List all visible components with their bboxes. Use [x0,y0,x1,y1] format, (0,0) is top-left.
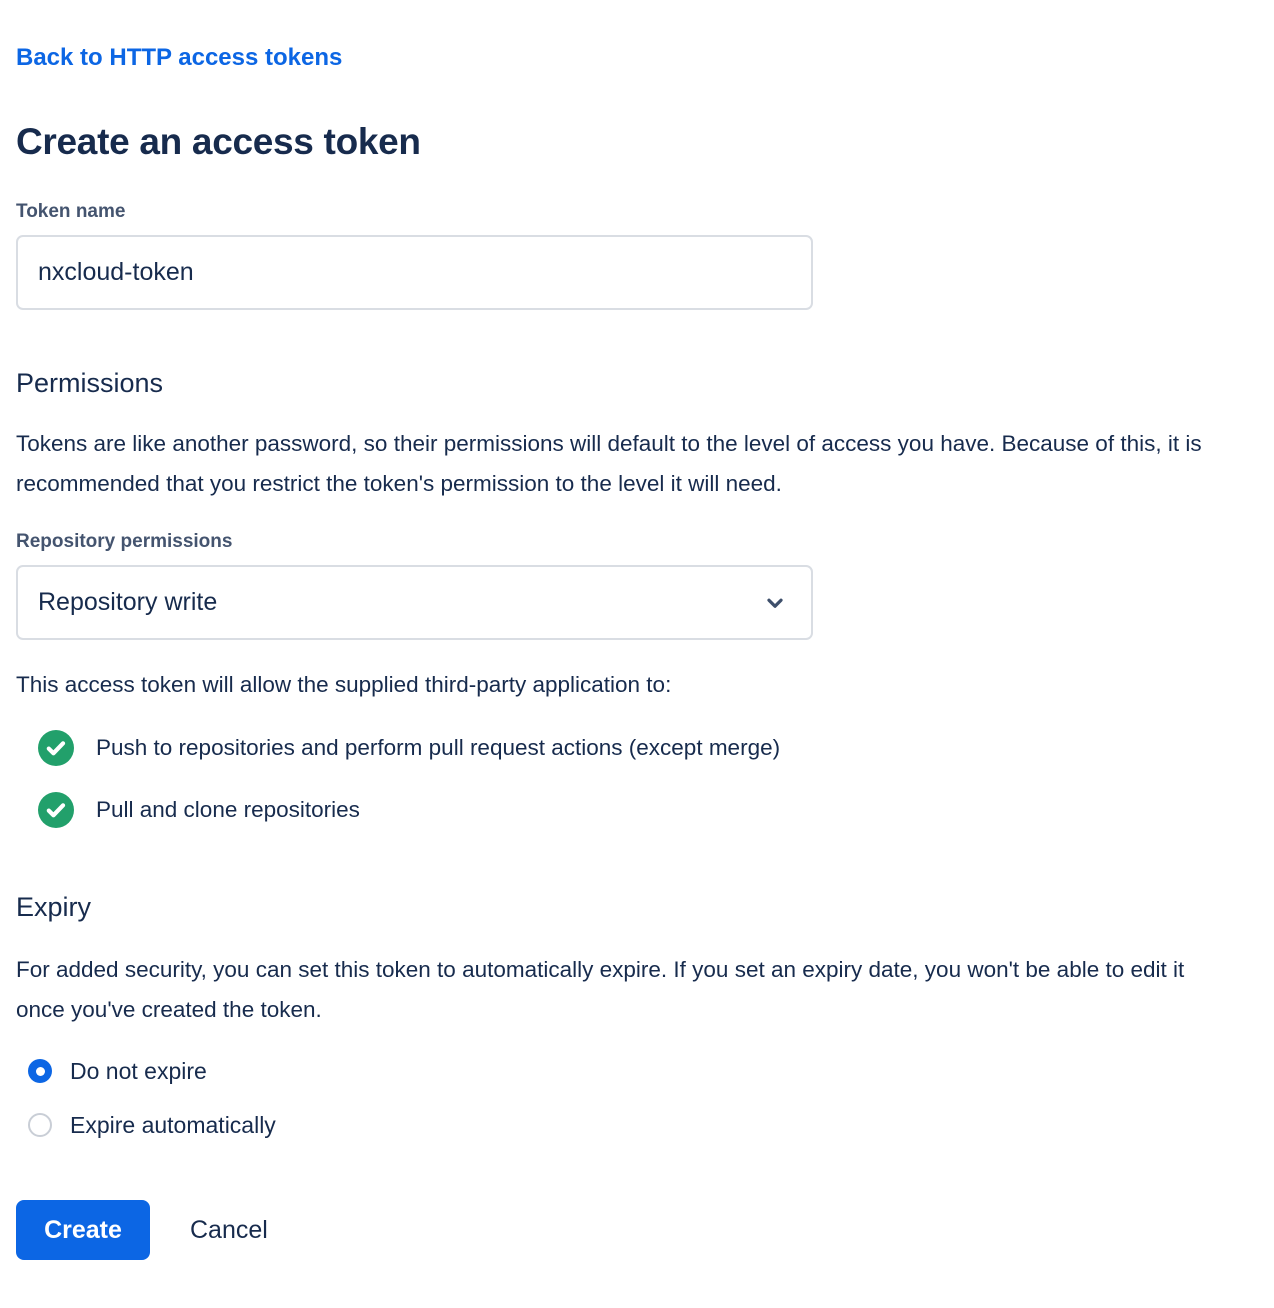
token-name-label: Token name [16,201,126,222]
radio-label: Do not expire [70,1058,207,1084]
radio-dot [36,1067,45,1076]
granted-item-pull [38,792,1258,828]
expiry-description: For added security, you can set this token to automatically expire. If you set an expiry date, you won't be able to edit it once you've created the token. [16,957,1185,1022]
back-to-http-access-tokens-link[interactable]: Back to HTTP access tokens [16,44,343,71]
granted-permissions-list [16,730,1258,828]
expiry-heading: Expiry [16,892,92,922]
radio-selected-icon[interactable] [28,1059,52,1083]
permissions-heading: Permissions [16,368,164,398]
cancel-button[interactable]: Cancel [190,1215,268,1244]
permissions-description: Tokens are like another password, so their permissions will default to the level of access you have. Because of this, it is recommended that you restrict the token's permission to the level it will need. [16,431,1202,496]
radio-option-expire-automatically[interactable] [16,1110,1258,1140]
form-actions [16,1200,1258,1260]
create-button[interactable]: Create [16,1200,150,1260]
radio-option-do-not-expire[interactable] [16,1056,1258,1086]
granted-item-push [38,730,1258,766]
radio-unselected-icon[interactable] [28,1113,52,1137]
repository-permissions-selected-value: Repository write [38,588,218,616]
token-name-input[interactable] [16,235,813,310]
repository-permissions-label: Repository permissions [16,531,233,552]
check-circle-icon [38,792,74,828]
repository-permissions-select[interactable] [16,565,813,640]
page-title: Create an access token [16,121,421,162]
granted-item-label: Push to repositories and perform pull request actions (except merge) [96,735,781,760]
check-circle-icon [38,730,74,766]
expiry-radio-group [16,1056,1258,1140]
granted-item-label: Pull and clone repositories [96,797,360,822]
chevron-down-icon [763,591,787,615]
allow-intro-text: This access token will allow the supplied third-party application to: [16,672,672,697]
radio-label: Expire automatically [70,1112,276,1138]
